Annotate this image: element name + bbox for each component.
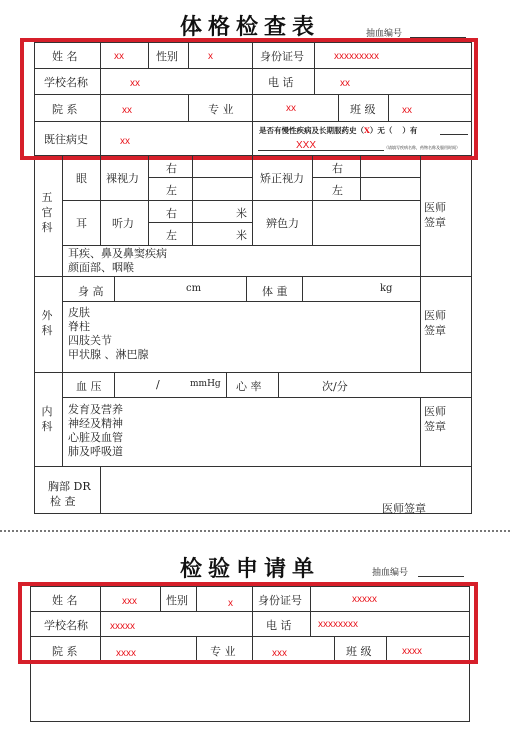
chest-dr-label-1: 胸部 DR xyxy=(48,480,91,493)
form2-highlight-box xyxy=(18,582,478,664)
form1-id-label: 身份证号 xyxy=(260,50,304,63)
surgery-item: 四肢关节 xyxy=(68,334,112,347)
form1-title: 体格检查表 xyxy=(180,14,321,40)
form1-dept-value[interactable]: xx xyxy=(122,105,132,116)
surgery-item: 甲状腺 、淋巴腺 xyxy=(68,348,149,361)
ent-item: 颜面部、咽喉 xyxy=(68,261,134,274)
internal-item: 心脏及血管 xyxy=(68,431,123,444)
hearing-right-label: 右 xyxy=(166,207,177,220)
internal-item: 肺及呼吸道 xyxy=(68,445,123,458)
form2-name-label: 姓 名 xyxy=(52,594,78,607)
bp-unit: mmHg xyxy=(190,379,221,389)
form1-history-value[interactable]: xx xyxy=(120,136,130,147)
form1-phone-value[interactable]: xx xyxy=(340,78,350,89)
form1-id-value[interactable]: xxxxxxxxx xyxy=(334,51,379,62)
surgery-item: 脊柱 xyxy=(68,320,90,333)
form2-dept-label: 院 系 xyxy=(52,645,78,658)
form2-class-value[interactable]: xxxx xyxy=(402,646,422,657)
form2-major-label: 专 业 xyxy=(210,645,236,658)
hr-unit: 次/分 xyxy=(322,380,348,393)
chronic-suffix: ）有 xyxy=(402,126,418,135)
form2-title: 检验申请单 xyxy=(180,556,321,582)
form1-phone-label: 电 话 xyxy=(268,76,294,89)
form2-name-value[interactable]: xxx xyxy=(122,596,137,607)
bp-sep: / xyxy=(156,378,160,391)
color-vision-label: 辨色力 xyxy=(266,217,299,230)
internal-item: 发育及营养 xyxy=(68,403,123,416)
form1-major-value[interactable]: xx xyxy=(286,103,296,114)
ent-item: 耳疾、鼻及鼻窦疾病 xyxy=(68,247,167,260)
hr-label: 心 率 xyxy=(236,380,262,393)
form2-dept-value[interactable]: xxxx xyxy=(116,648,136,659)
chronic-mid: ）无（ xyxy=(369,126,393,135)
form2-phone-label: 电 话 xyxy=(266,619,292,632)
weight-label: 体 重 xyxy=(262,285,288,298)
hearing-label: 听力 xyxy=(112,217,134,230)
form2-blood-no-field[interactable] xyxy=(418,576,464,577)
internal-doctor-sign: 医师签章 xyxy=(424,405,446,433)
height-unit: cm xyxy=(186,283,202,294)
form2-class-label: 班 级 xyxy=(346,645,372,658)
form2-blood-no-label: 抽血编号 xyxy=(372,568,409,578)
form1-major-label: 专 业 xyxy=(208,103,234,116)
weight-unit: kg xyxy=(380,283,393,294)
surgery-section-label: 外科 xyxy=(41,309,53,337)
wuguan-section-label: 五官科 xyxy=(41,191,53,234)
form1-history-label: 既往病史 xyxy=(44,133,88,146)
hearing-right-unit: 米 xyxy=(236,207,247,220)
form1-dept-label: 院 系 xyxy=(52,103,78,116)
hearing-left-unit: 米 xyxy=(236,229,247,242)
form1-highlight-box xyxy=(20,38,478,160)
ear-label: 耳 xyxy=(76,217,87,230)
naked-left-label: 左 xyxy=(166,184,177,197)
form2-gender-value[interactable]: x xyxy=(228,598,233,609)
internal-section-label: 内科 xyxy=(41,405,53,433)
eye-label: 眼 xyxy=(76,172,87,185)
form1-gender-value[interactable]: x xyxy=(208,51,213,62)
surgery-item: 皮肤 xyxy=(68,306,90,319)
form1-gender-label: 性别 xyxy=(156,50,178,63)
chest-doctor-sign: 医师签章 xyxy=(382,502,426,515)
hearing-left-label: 左 xyxy=(166,229,177,242)
form2-id-label: 身份证号 xyxy=(258,594,302,607)
form2-major-value[interactable]: xxx xyxy=(272,648,287,659)
chest-dr-label-2: 检 查 xyxy=(50,495,76,508)
form2-gender-label: 性别 xyxy=(166,594,188,607)
form1-name-label: 姓 名 xyxy=(52,50,78,63)
form1-class-label: 班 级 xyxy=(350,103,376,116)
bp-label: 血 压 xyxy=(76,380,102,393)
form1-chronic-note: （请填写疾病名称，药物名称及服用时间） xyxy=(384,145,460,150)
form1-blood-no-label: 抽血编号 xyxy=(366,29,403,39)
form2-phone-value[interactable]: xxxxxxxx xyxy=(318,619,358,630)
naked-right-label: 右 xyxy=(166,162,177,175)
corrected-right-label: 右 xyxy=(332,162,343,175)
ent-items xyxy=(68,247,167,275)
surgery-items xyxy=(68,306,149,362)
form2-school-label: 学校名称 xyxy=(44,619,88,632)
form1-class-value[interactable]: xx xyxy=(402,105,412,116)
wuguan-doctor-sign: 医师签章 xyxy=(424,201,446,229)
form1-name-value[interactable]: xx xyxy=(114,51,124,62)
page-divider xyxy=(0,530,510,532)
form1-school-label: 学校名称 xyxy=(44,76,88,89)
corrected-left-label: 左 xyxy=(332,184,343,197)
corrected-vision-label: 矫正视力 xyxy=(260,172,304,185)
form1-chronic-value[interactable]: XXX xyxy=(296,140,317,151)
internal-items xyxy=(68,403,123,459)
height-label: 身 高 xyxy=(78,285,104,298)
form2-id-value[interactable]: xxxxx xyxy=(352,594,377,605)
surgery-doctor-sign: 医师签章 xyxy=(424,309,446,337)
chronic-prefix: 是否有慢性疾病及长期服药史（ xyxy=(259,126,364,135)
form1-school-value[interactable]: xx xyxy=(130,78,140,89)
chronic-none-mark[interactable]: X xyxy=(364,126,370,135)
internal-item: 神经及精神 xyxy=(68,417,123,430)
naked-vision-label: 裸视力 xyxy=(106,172,139,185)
form2-school-value[interactable]: xxxxx xyxy=(110,621,135,632)
